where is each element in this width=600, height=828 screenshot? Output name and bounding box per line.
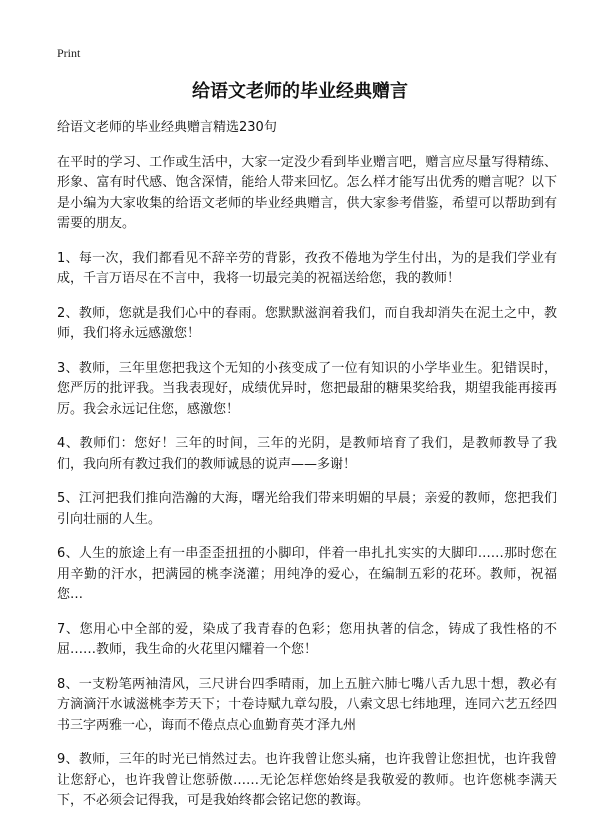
page-title: 给语文老师的毕业经典赠言 xyxy=(192,81,408,102)
article-subtitle: 给语文老师的毕业经典赠言精选230句 xyxy=(57,120,277,135)
quote-item-1: 1、每一次，我们都看见不辞辛劳的背影，孜孜不倦地为学生付出，为的是我们学业有成，千言万语尽在不言中，我将一切最完美的祝福送给您，我的教师！ xyxy=(57,250,557,286)
print-link[interactable]: Print xyxy=(57,46,81,60)
quote-item-9: 9、教师，三年的时光已悄然过去。也许我曾让您头痛，也许我曾让您担忧，也许我曾让您舒心，也许我曾让您骄傲……无论怎样您始终是我敬爱的教师。也许您桃李满天下，不必须会记得我，可是我始终都会铭记您的教诲。 xyxy=(57,752,557,808)
quote-item-2: 2、教师，您就是我们心中的春雨。您默默滋润着我们，而自我却消失在泥土之中，教师，我们将永远感激您！ xyxy=(57,305,557,341)
quote-item-8: 8、一支粉笔两袖清风，三尺讲台四季晴雨，加上五脏六肺七嘴八舌九思十想，教必有方滴滴汗水诚滋桃李芳天下；十卷诗赋九章勾股，八索文思七纬地理，连同六艺五经四书三字两雅一心，诲而不倦点点心血勤育英才泽九州 xyxy=(57,676,557,733)
quote-item-7: 7、您用心中全部的爱，染成了我青春的色彩；您用执著的信念，铸成了我性格的不屈……教师，我生命的火花里闪耀着一个您！ xyxy=(57,621,557,657)
quote-item-6: 6、人生的旅途上有一串歪歪扭扭的小脚印，伴着一串扎扎实实的大脚印……那时您在用辛勤的汗水，把满园的桃李浇灌；用纯净的爱心，在编制五彩的花环。教师，祝福您… xyxy=(57,546,557,602)
quote-item-5: 5、江河把我们推向浩瀚的大海，曙光给我们带来明媚的早晨；亲爱的教师，您把我们引向壮丽的人生。 xyxy=(57,491,557,527)
article-intro: 在平时的学习、工作或生活中，大家一定没少看到毕业赠言吧，赠言应尽量写得精练、形象、富有时代感、饱含深情，能给人带来回忆。怎么样才能写出优秀的赠言呢？以下是小编为大家收集的给语文老师的毕业经典赠言，供大家参考借鉴，希望可以帮助到有需要的朋友。 xyxy=(57,154,557,231)
quote-item-4: 4、教师们：您好！三年的时间，三年的光阴，是教师培育了我们，是教师教导了我们，我向所有教过我们的教师诚恳的说声——多谢！ xyxy=(57,436,557,472)
article-body xyxy=(57,118,557,826)
quote-item-3: 3、教师，三年里您把我这个无知的小孩变成了一位有知识的小学毕业生。犯错误时，您严厉的批评我。当我表现好，成绩优异时，您把最甜的糖果奖给我，期望我能再接再厉。我会永远记住您，感激您！ xyxy=(57,360,557,417)
